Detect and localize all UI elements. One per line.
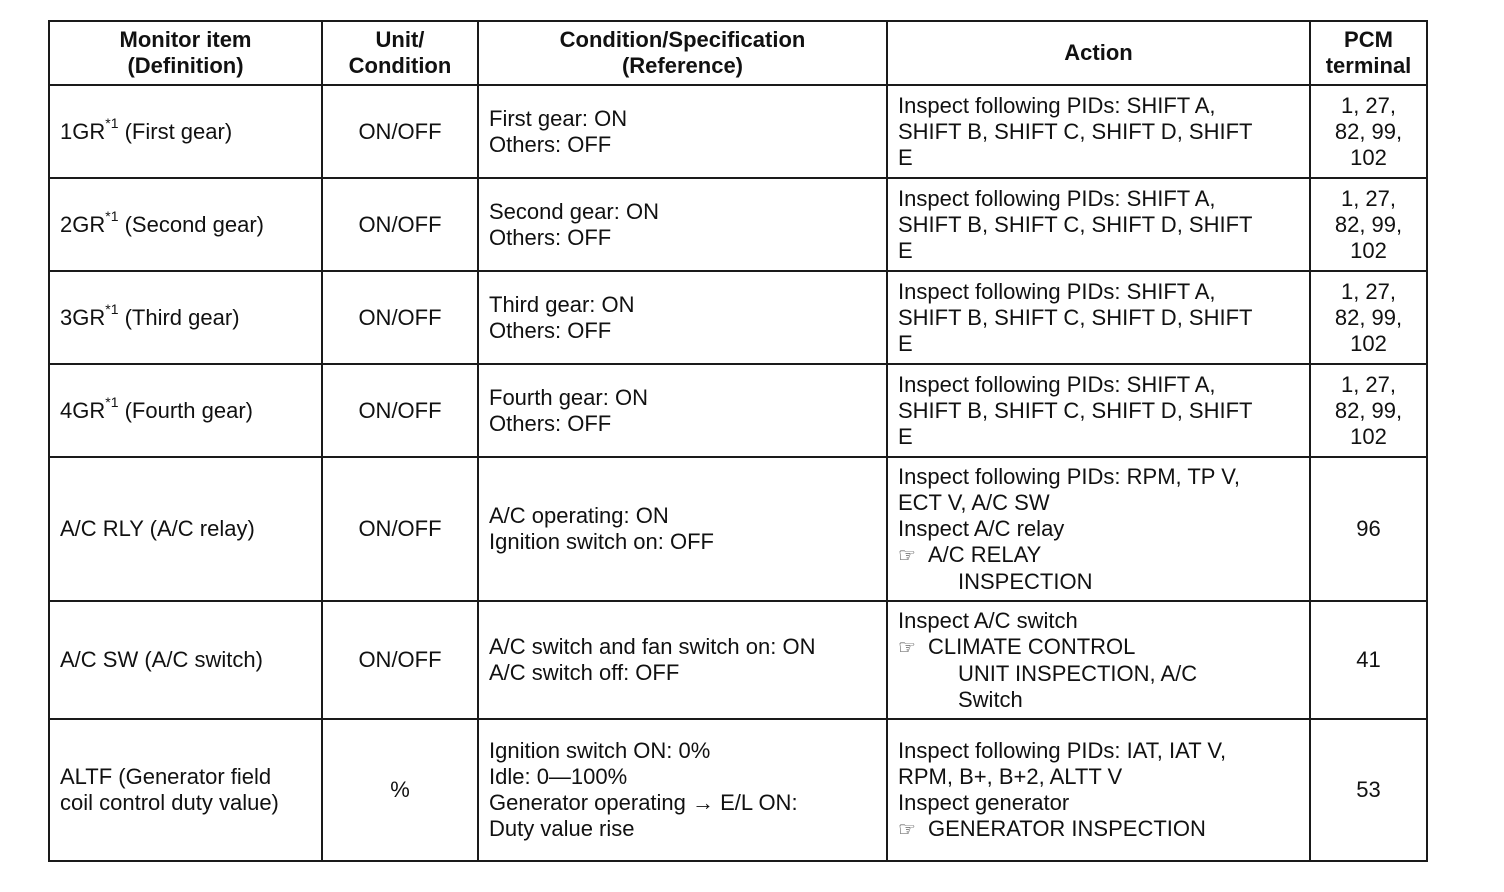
action-cell: Inspect following PIDs: SHIFT A, SHIFT B, SHIFT C, SHIFT D, SHIFT E	[887, 364, 1310, 457]
header-action: Action	[887, 21, 1310, 85]
header-unit-condition: Unit/ Condition	[322, 21, 478, 85]
unit-cell: ON/OFF	[322, 601, 478, 719]
table-row	[49, 719, 1427, 861]
unit-cell: ON/OFF	[322, 85, 478, 178]
terminal-cell: 1, 27, 82, 99, 102	[1310, 364, 1427, 457]
table-row	[49, 271, 1427, 364]
monitor-item-cell: 4GR$^{*1}$ (Fourth gear)	[49, 364, 322, 457]
unit-cell: ON/OFF	[322, 457, 478, 601]
pointing-hand-icon: ☞	[898, 818, 916, 841]
condition-cell: A/C switch and fan switch on: ON A/C switch off: OFF	[478, 601, 887, 719]
header-pcm-terminal: PCM terminal	[1310, 21, 1427, 85]
condition-cell: Fourth gear: ON Others: OFF	[478, 364, 887, 457]
monitor-spec-table	[48, 20, 1428, 862]
condition-cell: Second gear: ON Others: OFF	[478, 178, 887, 271]
table-row	[49, 601, 1427, 719]
monitor-item-cell: 2GR$^{*1}$ (Second gear)	[49, 178, 322, 271]
table-row	[49, 364, 1427, 457]
terminal-cell: 1, 27, 82, 99, 102	[1310, 178, 1427, 271]
condition-cell: A/C operating: ON Ignition switch on: OFF	[478, 457, 887, 601]
action-cell: Inspect following PIDs: SHIFT A, SHIFT B, SHIFT C, SHIFT D, SHIFT E	[887, 178, 1310, 271]
unit-cell: ON/OFF	[322, 271, 478, 364]
monitor-item-cell: A/C RLY (A/C relay)	[49, 457, 322, 601]
condition-cell: Third gear: ON Others: OFF	[478, 271, 887, 364]
unit-cell: ON/OFF	[322, 178, 478, 271]
header-condition-spec: Condition/Specification (Reference)	[478, 21, 887, 85]
condition-cell: First gear: ON Others: OFF	[478, 85, 887, 178]
unit-cell: %	[322, 719, 478, 861]
action-cell: Inspect following PIDs: SHIFT A, SHIFT B, SHIFT C, SHIFT D, SHIFT E	[887, 271, 1310, 364]
action-cell: Inspect following PIDs: RPM, TP V, ECT V, A/C SW Inspect A/C relay ☞ A/C RELAY INSPECTION	[887, 457, 1310, 601]
header-row	[49, 21, 1427, 85]
unit-cell: ON/OFF	[322, 364, 478, 457]
reference-link[interactable]: ☞ GENERATOR INSPECTION	[898, 815, 1206, 841]
condition-cell: Ignition switch ON: 0% Idle: 0—100% Generator operating → E/L ON: Duty value rise	[478, 719, 887, 861]
pointing-hand-icon: ☞	[898, 544, 916, 567]
terminal-cell: 41	[1310, 601, 1427, 719]
reference-link[interactable]: ☞ CLIMATE CONTROL	[898, 633, 1136, 659]
pointing-hand-icon: ☞	[898, 636, 916, 659]
reference-link[interactable]: ☞ A/C RELAY	[898, 541, 1042, 567]
monitor-item-cell: ALTF (Generator field coil control duty value)	[49, 719, 322, 861]
monitor-item-cell: A/C SW (A/C switch)	[49, 601, 322, 719]
action-cell: Inspect following PIDs: SHIFT A, SHIFT B, SHIFT C, SHIFT D, SHIFT E	[887, 85, 1310, 178]
header-monitor-item: Monitor item (Definition)	[49, 21, 322, 85]
terminal-cell: 53	[1310, 719, 1427, 861]
action-cell: Inspect following PIDs: IAT, IAT V, RPM, B+, B+2, ALTT V Inspect generator ☞ GENERATOR INSPECTION	[887, 719, 1310, 861]
monitor-item-cell: 3GR$^{*1}$ (Third gear)	[49, 271, 322, 364]
terminal-cell: 1, 27, 82, 99, 102	[1310, 85, 1427, 178]
action-cell: Inspect A/C switch ☞ CLIMATE CONTROL UNIT INSPECTION, A/C Switch	[887, 601, 1310, 719]
table-row	[49, 178, 1427, 271]
monitor-item-cell: 1GR$^{*1}$ (First gear)	[49, 85, 322, 178]
terminal-cell: 1, 27, 82, 99, 102	[1310, 271, 1427, 364]
table-row	[49, 85, 1427, 178]
table-row	[49, 457, 1427, 601]
terminal-cell: 96	[1310, 457, 1427, 601]
